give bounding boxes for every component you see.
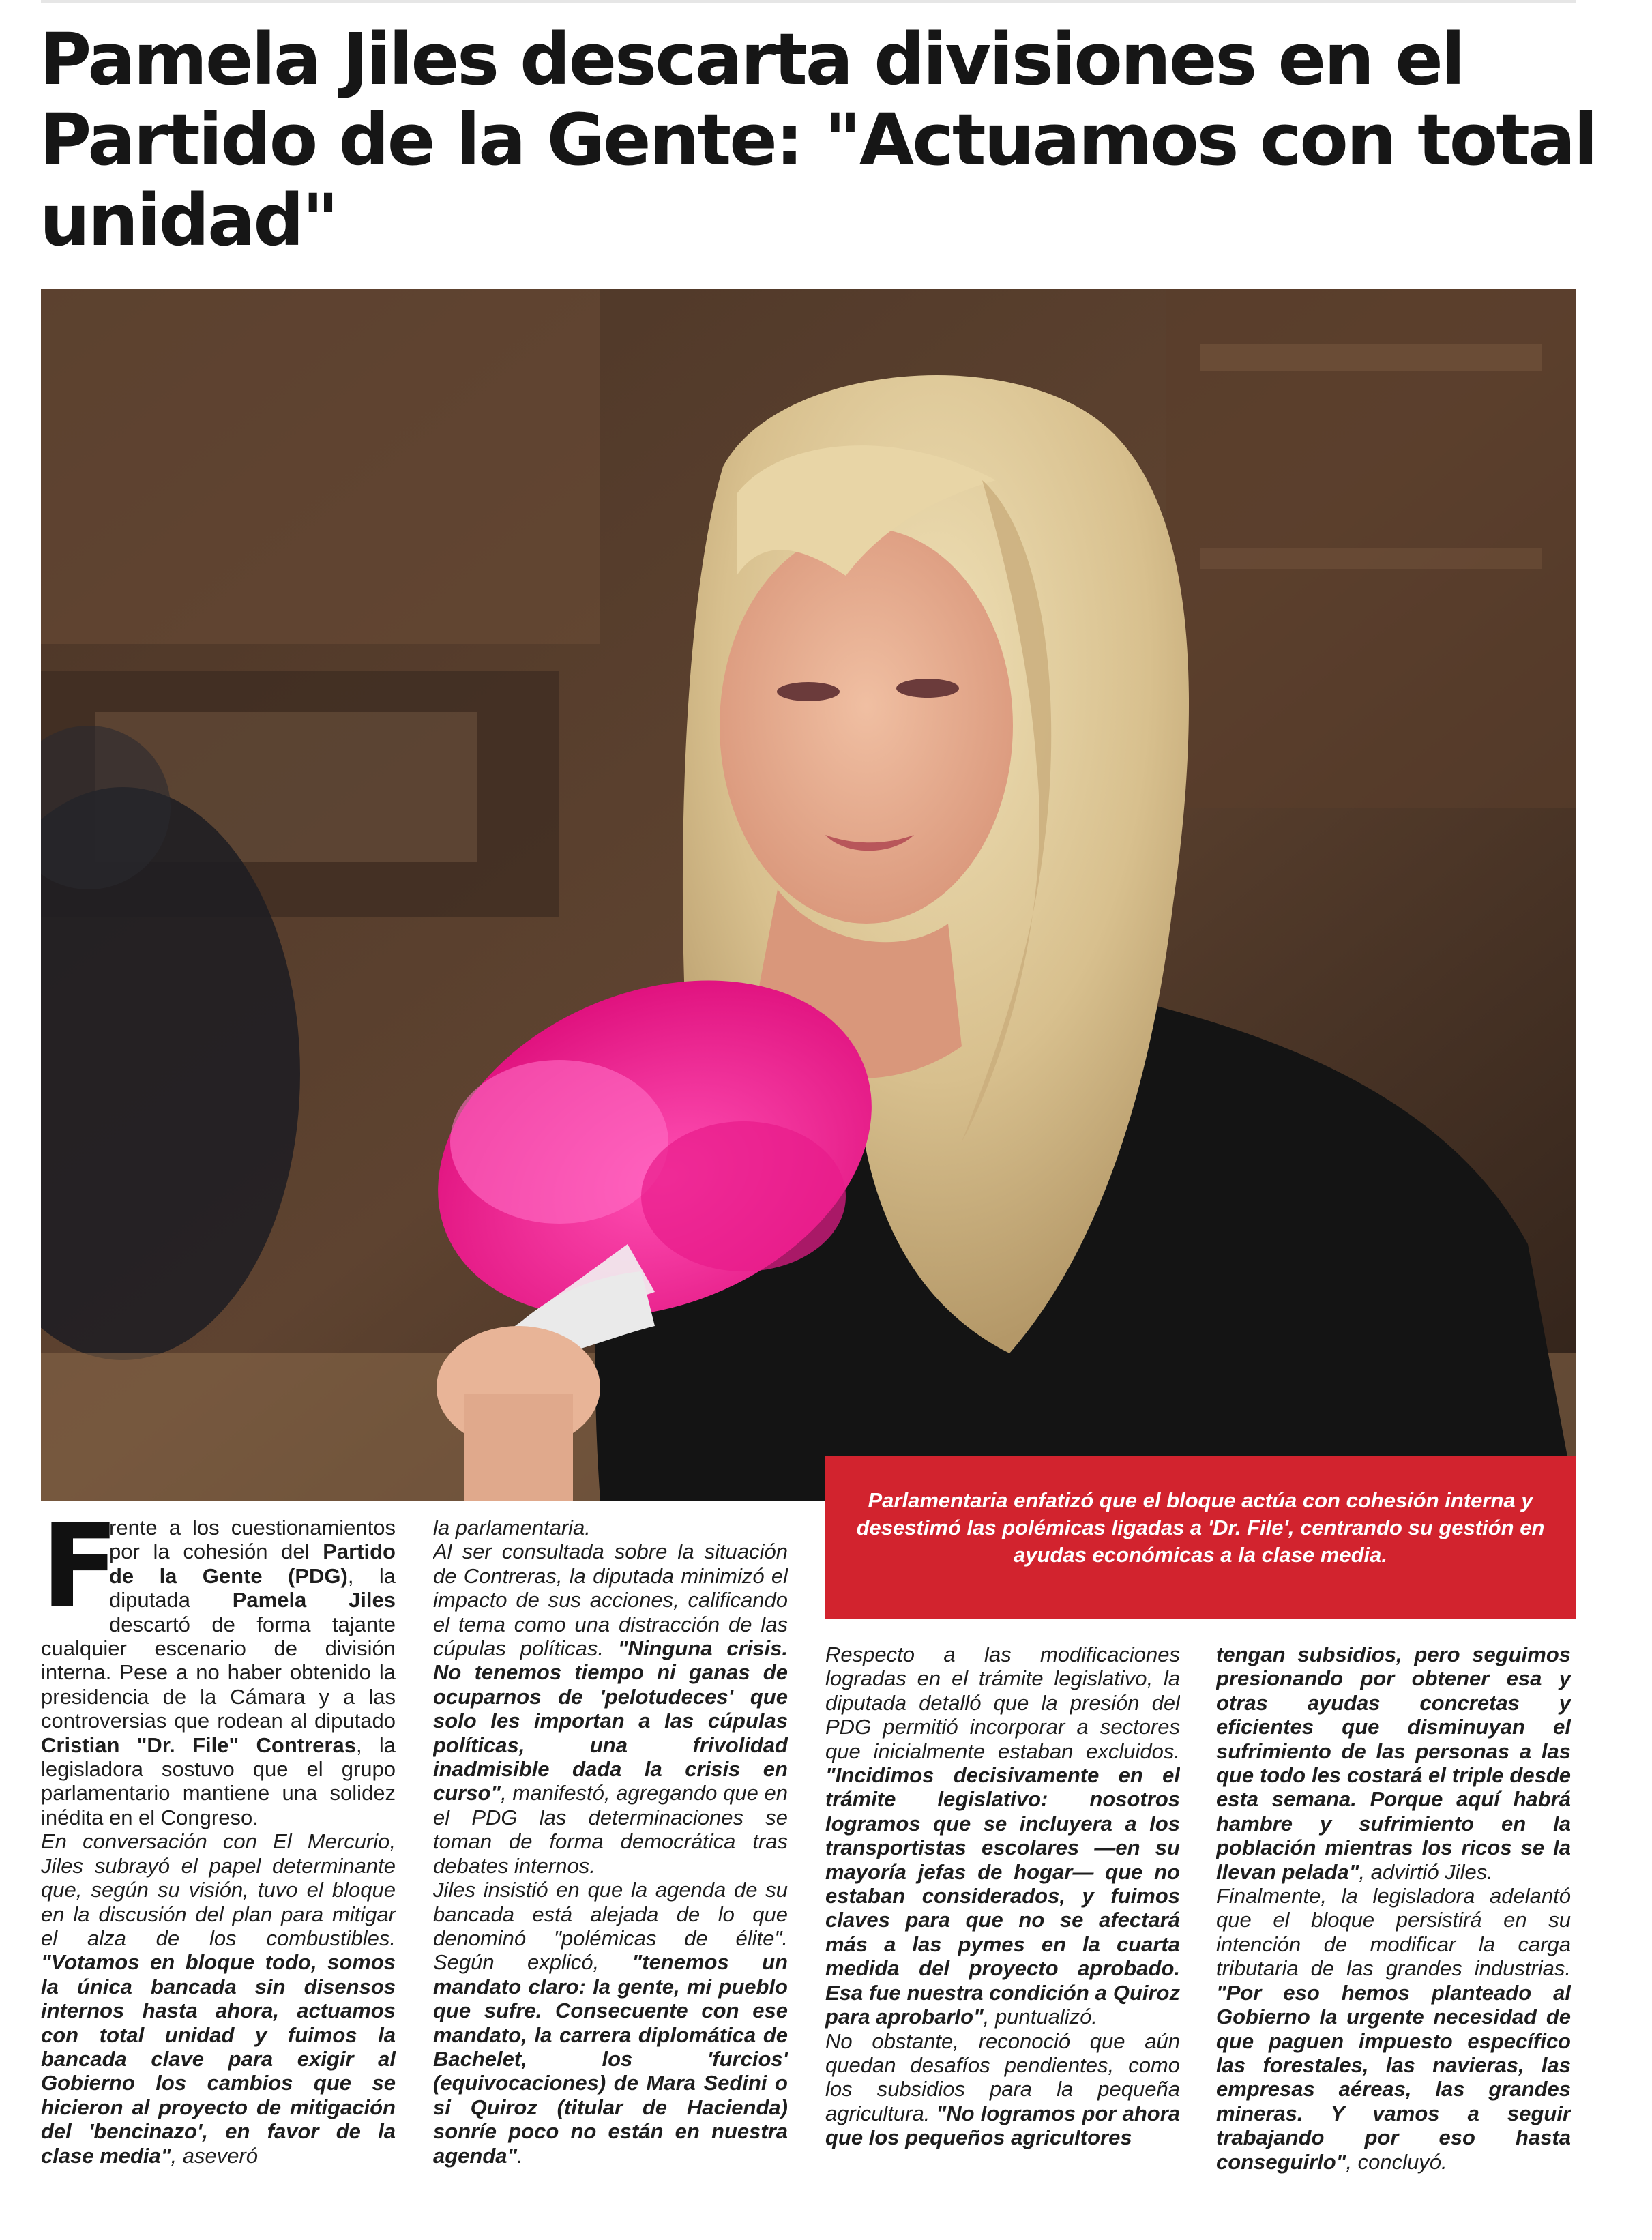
top-rule <box>41 0 1576 3</box>
quote: "No logramos por ahora que los pequeños agricultores <box>825 2101 1180 2150</box>
drop-cap: F <box>41 1516 119 1633</box>
person-name: Cristian "Dr. File" Contreras <box>41 1733 356 1757</box>
paragraph <box>825 1642 1180 2029</box>
quote: "Incidimos decisivamente en el trámite legislativo: nosotros logramos que se incluyera a los transportistas escolares —en su mayoría jefas de hogar— que no estaban considerados, y fuimos claves para que no se afectará más a las pymes en la cuarta medida del proyecto aprobado. Esa fue nuestra condición a Quiroz para aprobarlo" <box>825 1763 1180 2029</box>
paragraph <box>433 1516 788 1539</box>
photo-illustration <box>41 289 1576 1501</box>
paragraph <box>825 2029 1180 2150</box>
text-run: . <box>517 2143 523 2168</box>
photo-caption: Parlamentaria enfatizó que el bloque actúa con cohesión interna y desestimó las polémicas ligadas a 'Dr. File', centrando su gestión en ayudas económicas a la clase media. <box>856 1488 1545 1567</box>
photo-caption-box <box>825 1456 1576 1619</box>
paragraph <box>433 1539 788 1878</box>
text-run: Al ser consultada sobre la situación de Contreras, la diputada minimizó el impacto de sus acciones, calificando el tema como una distracción de las cúpulas políticas. <box>433 1539 788 1661</box>
text-run: , manifestó, agregando que en el PDG las determinaciones se toman de forma democrática tras debates internos. <box>433 1781 788 1878</box>
text-run: En conversación con El Mercurio, Jiles subrayó el papel determinante que, según su visión, tuvo el bloque en la discusión del plan para mitigar el alza de los combustibles. <box>41 1829 396 1950</box>
quote: "Ninguna crisis. No tenemos tiempo ni ganas de ocuparnos de 'pelotudeces' que solo les importan a las cúpulas políticas, una frivolidad inadmisible dada la crisis en curso" <box>433 1636 788 1806</box>
paragraph <box>41 1829 396 2168</box>
text-run: No obstante, reconoció que aún quedan desafíos pendientes, como los subsidios para la pequeña agricultura. <box>825 2029 1180 2125</box>
paragraph <box>1216 1642 1571 1884</box>
body-column-2 <box>433 1516 788 2225</box>
text-run: la parlamentaria. <box>433 1516 591 1539</box>
text-run: Jiles insistió en que la agenda de su bancada está alejada de lo que denominó "polémicas de élite". Según explicó, <box>433 1878 788 1975</box>
article-photo <box>41 289 1576 1501</box>
text-run: , puntualizó. <box>983 2005 1097 2029</box>
body-column-3 <box>825 1642 1180 2229</box>
quote: tengan subsidios, pero seguimos presionando por obtener esa y otras ayudas concretas y eficientes que disminuyan el sufrimiento de las personas a las que todo les costará el triple desde esta semana. Porque aquí habrá hambre y sufrimiento en la población mientras los ricos se la llevan pelada" <box>1216 1642 1571 1884</box>
party-name: Partido de la Gente (PDG) <box>109 1539 396 1588</box>
headline: Pamela Jiles descarta divisiones en el Partido de la Gente: "Actuamos con total unidad" <box>40 18 1596 262</box>
text-run: , concluyó. <box>1346 2149 1447 2174</box>
body-column-4 <box>1216 1642 1571 2229</box>
quote: "Por eso hemos planteado al Gobierno la urgente necesidad de que paguen impuesto específico las forestales, las navieras, las empresas aéreas, las grandes mineras. Y vamos a seguir trabajando por eso hasta conseguirlo" <box>1216 1980 1571 2174</box>
quote: "tenemos un mandato claro: la gente, mi pueblo que sufre. Consecuente con ese mandato, la carrera diplomática de Bachelet, los 'furcios' (equivocaciones) de Mara Sedini o si Quiroz (titular de Hacienda) sonríe poco no están en nuestra agenda" <box>433 1950 788 2168</box>
person-name: Pamela Jiles <box>232 1588 396 1612</box>
text-run: , aseveró <box>171 2143 258 2168</box>
text-run: , la legisladora sostuvo que el grupo parlamentario mantiene una solidez inédita en el Congreso. <box>41 1733 396 1829</box>
quote: "Votamos en bloque todo, somos la única bancada sin disensos internos hasta ahora, actuamos con total unidad y fuimos la bancada clave para exigir al Gobierno los cambios que se hicieron al proyecto de mitigación del 'bencinazo', en favor de la clase media" <box>41 1950 396 2168</box>
body-column-1 <box>41 1516 396 2225</box>
paragraph <box>1216 1884 1571 2174</box>
text-run: Respecto a las modificaciones logradas en el trámite legislativo, la diputada detalló que la presión del PDG permitió incorporar a sectores que inicialmente estaban excluidos. <box>825 1642 1180 1763</box>
text-run: , advirtió Jiles. <box>1359 1859 1493 1884</box>
text-run: Finalmente, la legisladora adelantó que el bloque persistirá en su intención de modificar la carga tributaria de las grandes industrias. <box>1216 1884 1571 1981</box>
text-run: descartó de forma tajante cualquier escenario de división interna. Pese a no haber obtenido la presidencia de la Cámara y a las controversias que rodean al diputado <box>41 1612 396 1733</box>
paragraph <box>433 1878 788 2168</box>
text-run: , la diputada <box>109 1563 396 1612</box>
text-run: rente a los cuestionamientos por la cohesión del <box>109 1516 396 1564</box>
